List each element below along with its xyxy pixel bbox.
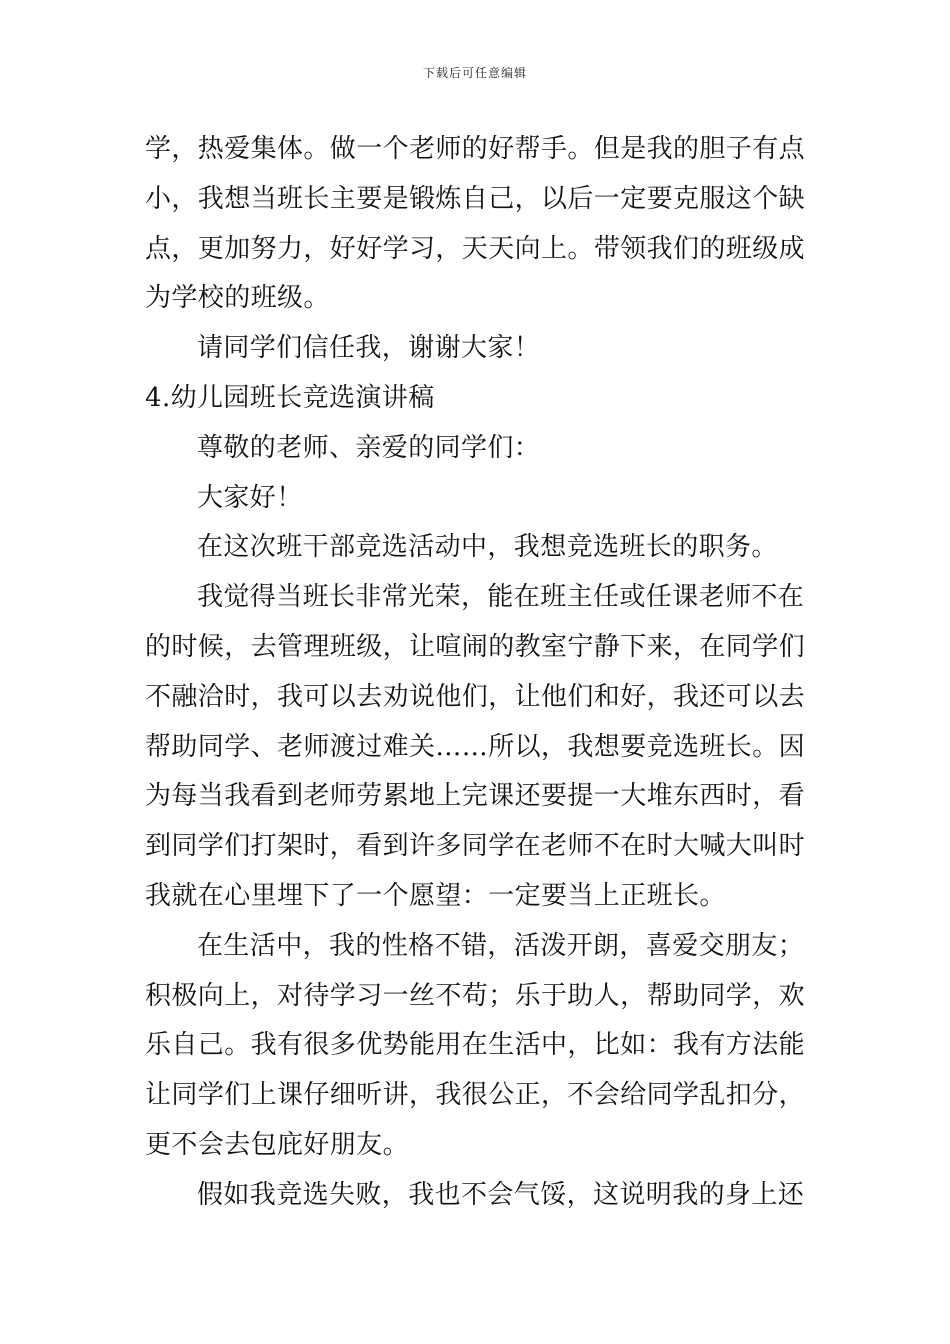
text-line: 大家好！ xyxy=(197,482,303,513)
text-line: 我就在心里埋下了一个愿望：一定要当上正班长。 xyxy=(145,880,726,911)
section-heading: 4.幼儿园班长竞选演讲稿 xyxy=(145,382,435,413)
text-line: 学，热爱集体。做一个老师的好帮手。但是我的胆子有点 xyxy=(145,134,806,164)
text-line: 尊敬的老师、亲爱的同学们： xyxy=(197,432,541,463)
text-line: 请同学们信任我，谢谢大家！ xyxy=(197,333,541,364)
page-header: 下载后可任意编辑 xyxy=(422,66,527,80)
text-line: 在生活中，我的性格不错，活泼开朗，喜爱交朋友； xyxy=(197,930,805,961)
text-line: 为学校的班级。 xyxy=(145,283,330,314)
text-line: 帮助同学、老师渡过难关……所以，我想要竞选班长。因 xyxy=(145,731,806,762)
document-body xyxy=(145,125,810,1221)
text-line: 让同学们上课仔细听讲，我很公正，不会给同学乱扣分， xyxy=(145,1080,806,1111)
text-line: 乐自己。我有很多优势能用在生活中，比如：我有方法能 xyxy=(145,1030,806,1061)
text-line: 假如我竞选失败，我也不会气馁，这说明我的身上还 xyxy=(197,1179,805,1210)
text-line: 到同学们打架时，看到许多同学在老师不在时大喊大叫时 xyxy=(145,831,806,862)
text-line: 在这次班干部竞选活动中，我想竞选班长的职务。 xyxy=(197,532,778,563)
text-line: 小，我想当班长主要是锻炼自己，以后一定要克服这个缺 xyxy=(145,183,806,214)
text-line: 更不会去包庇好朋友。 xyxy=(145,1129,410,1160)
text-line: 为每当我看到老师劳累地上完课还要提一大堆东西时，看 xyxy=(145,781,806,812)
text-line: 的时候，去管理班级，让喧闹的教室宁静下来，在同学们 xyxy=(145,631,806,662)
text-line: 积极向上，对待学习一丝不苟；乐于助人，帮助同学，欢 xyxy=(145,980,806,1011)
text-line: 我觉得当班长非常光荣，能在班主任或任课老师不在 xyxy=(197,582,805,613)
text-line: 点，更加努力，好好学习，天天向上。带领我们的班级成 xyxy=(145,233,806,264)
text-line: 不融洽时，我可以去劝说他们，让他们和好，我还可以去 xyxy=(145,681,806,712)
